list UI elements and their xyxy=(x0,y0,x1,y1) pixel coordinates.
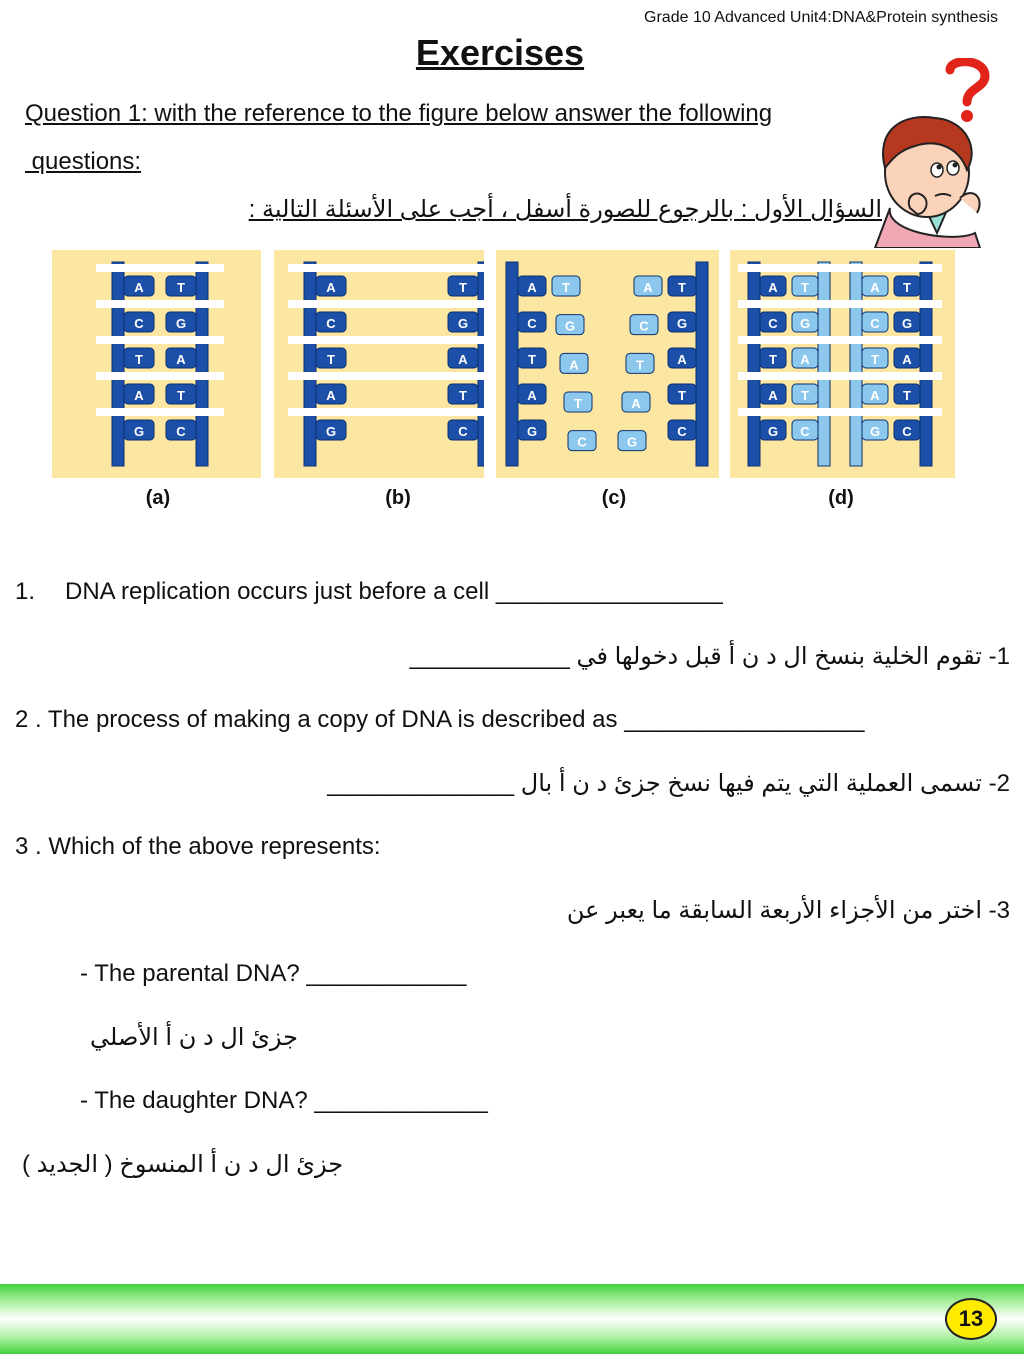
item-1-english: DNA replication occurs just before a cell _________________ xyxy=(65,578,723,605)
panel-b-base-left-1-label: C xyxy=(326,316,336,331)
panel-b-left-strand xyxy=(304,262,316,466)
panel-c-new-left-3-label: T xyxy=(574,396,582,411)
panel-c-old-left-0-label: A xyxy=(527,280,537,295)
course-header: Grade 10 Advanced Unit4:DNA&Protein synthesis xyxy=(644,9,998,26)
panel-b-base-left-4-label: G xyxy=(325,424,337,439)
panel-c-new-left-0-label: T xyxy=(562,280,570,295)
panel-d-mol0-left-strand xyxy=(748,262,760,466)
panel-a-base-left-2-label: T xyxy=(135,352,143,367)
panel-a-base-right-3-label: T xyxy=(177,388,185,403)
panel-d-mol1-base-right-4-label: C xyxy=(902,424,912,439)
panel-b-rung-2 xyxy=(288,336,484,344)
question-1-arabic: السؤال الأول : بالرجوع للصورة أسفل ، أجب على الأسئلة التالية : xyxy=(248,196,882,223)
panel-c-new-left-1-label: G xyxy=(564,318,576,334)
panel-d-mol0-rung-1 xyxy=(738,300,840,308)
panel-d-mol0-base-right-0-label: T xyxy=(801,280,809,295)
panel-c-new-right-3-label: A xyxy=(631,396,641,411)
panel-b-base-left-2-label: T xyxy=(327,352,335,367)
panel-d-mol0-rung-2 xyxy=(738,336,840,344)
dna-panel-c xyxy=(496,250,719,478)
footer-bar xyxy=(0,1284,1024,1354)
page-number-badge: 13 xyxy=(945,1298,997,1340)
panel-d-mol1-left-strand xyxy=(850,262,862,466)
panel-b-base-right-3-label: T xyxy=(459,388,467,403)
question-1-line-1: Question 1: with the reference to the figure below answer the following xyxy=(25,100,773,127)
panel-d-mol0-base-right-4-label: C xyxy=(800,424,810,439)
question-1-line-2: questions: xyxy=(25,148,142,175)
panel-d-mol1-rung-3 xyxy=(840,372,942,380)
panel-c-new-right-2-label: T xyxy=(636,357,644,373)
panel-d-mol1-rung-4 xyxy=(840,408,942,416)
panel-a-base-right-0-label: T xyxy=(177,280,185,295)
panel-d-mol0-base-left-4-label: G xyxy=(767,424,779,439)
panel-c-new-left-4-label: C xyxy=(577,434,587,450)
panel-d-mol0-right-strand xyxy=(818,262,830,466)
panel-label-b: (b) xyxy=(385,487,411,509)
panel-d-mol0-base-right-2-label: A xyxy=(800,352,810,367)
panel-b-base-right-2-label: A xyxy=(458,352,468,367)
panel-a-rung-3 xyxy=(96,372,224,380)
panel-c-old-left-2-label: T xyxy=(528,352,536,367)
panel-d-mol0-rung-0 xyxy=(738,264,840,272)
dna-panel-a xyxy=(52,250,261,478)
item-1-arabic: 1- تقوم الخلية بنسخ ال د ن أ قبل دخولها في ____________ xyxy=(409,643,1010,670)
parental-dna-arabic: جزئ ال د ن أ الأصلي xyxy=(90,1024,298,1051)
panel-c-old-right-0-label: T xyxy=(678,280,686,295)
item-2-english: 2 . The process of making a copy of DNA is described as __________________ xyxy=(15,706,865,733)
panel-b-base-right-0-label: T xyxy=(459,280,467,295)
item-3-arabic: 3- اختر من الأجزاء الأربعة السابقة ما يعبر عن xyxy=(566,897,1010,924)
panel-d-mol1-base-left-4-label: G xyxy=(869,424,881,439)
panel-b-rung-4 xyxy=(288,408,484,416)
page-title: Exercises xyxy=(415,32,585,73)
panel-d-mol1-base-left-1-label: C xyxy=(870,316,880,331)
panel-a-base-left-1-label: C xyxy=(134,316,144,331)
panel-d-mol1-rung-1 xyxy=(840,300,942,308)
panel-d-mol0-rung-4 xyxy=(738,408,840,416)
panel-a-rung-2 xyxy=(96,336,224,344)
panel-d-mol0-base-left-0-label: A xyxy=(768,280,778,295)
panel-a-rung-0 xyxy=(96,264,224,272)
panel-d-mol1-base-right-3-label: T xyxy=(903,388,911,403)
panel-a-base-left-0-label: A xyxy=(134,280,144,295)
panel-b-rung-1 xyxy=(288,300,484,308)
item-1-number: 1. xyxy=(15,578,36,605)
panel-d-mol1-base-right-1-label: G xyxy=(901,316,913,331)
panel-d-mol0-base-right-3-label: T xyxy=(801,388,809,403)
panel-d-mol0-base-left-1-label: C xyxy=(768,316,778,331)
panel-d-mol1-base-left-0-label: A xyxy=(870,280,880,295)
panel-c-old-left-1-label: C xyxy=(527,316,537,331)
panel-d-mol1-base-left-2-label: T xyxy=(871,352,879,367)
daughter-dna-question: - The daughter DNA? _____________ xyxy=(80,1087,488,1114)
panel-a-rung-4 xyxy=(96,408,224,416)
panel-d-mol1-rung-0 xyxy=(840,264,942,272)
panel-label-c: (c) xyxy=(601,487,627,509)
panel-d-mol0-base-left-3-label: A xyxy=(768,388,778,403)
panel-d-mol0-base-left-2-label: T xyxy=(769,352,777,367)
panel-b-base-left-0-label: A xyxy=(326,280,336,295)
panel-a-left-strand xyxy=(112,262,124,466)
panel-d-mol1-rung-2 xyxy=(840,336,942,344)
dna-panel-d xyxy=(730,250,955,478)
item-3-english: 3 . Which of the above represents: xyxy=(15,833,381,860)
panel-a-base-right-1-label: G xyxy=(175,316,187,331)
panel-label-a: (a) xyxy=(145,487,171,509)
panel-c-new-right-1-label: C xyxy=(639,318,649,334)
panel-c-old-right-2-label: A xyxy=(677,352,687,367)
dna-panel-b xyxy=(274,250,484,478)
panel-a-base-right-4-label: C xyxy=(176,424,186,439)
panel-c-old-right-1-label: G xyxy=(676,316,688,331)
item-2-arabic: 2- تسمى العملية التي يتم فيها نسخ جزئ د ن أ بال ______________ xyxy=(327,770,1010,797)
panel-b-right-strand xyxy=(478,262,484,466)
panel-b-rung-3 xyxy=(288,372,484,380)
panel-c-new-right-4-label: G xyxy=(626,434,638,450)
panel-a-rung-1 xyxy=(96,300,224,308)
panel-d-mol1-right-strand xyxy=(920,262,932,466)
panel-b-rung-0 xyxy=(288,264,484,272)
panel-c-old-right-3-label: T xyxy=(678,388,686,403)
panel-a-base-right-2-label: A xyxy=(176,352,186,367)
panel-c-new-left-2-label: A xyxy=(569,357,579,373)
panel-c-old-left-4-label: G xyxy=(526,424,538,439)
panel-a-base-left-3-label: A xyxy=(134,388,144,403)
panel-a-base-left-4-label: G xyxy=(133,424,145,439)
panel-b-base-right-4-label: C xyxy=(458,424,468,439)
panel-b-base-right-1-label: G xyxy=(457,316,469,331)
daughter-dna-arabic: جزئ ال د ن أ المنسوخ ( الجديد ) xyxy=(22,1151,344,1178)
panel-c-old-right-4-label: C xyxy=(677,424,687,439)
panel-c-old-left-3-label: A xyxy=(527,388,537,403)
thinking-person-question-mark-icon xyxy=(855,58,995,248)
panel-b-base-left-3-label: A xyxy=(326,388,336,403)
panel-d-mol1-base-left-3-label: A xyxy=(870,388,880,403)
panel-d-mol1-base-right-2-label: A xyxy=(902,352,912,367)
panel-label-d: (d) xyxy=(828,487,854,509)
panel-d-mol0-base-right-1-label: G xyxy=(799,316,811,331)
panel-a-right-strand xyxy=(196,262,208,466)
panel-c-left-old-strand xyxy=(506,262,518,466)
panel-c-new-right-0-label: A xyxy=(643,280,653,295)
panel-c-right-old-strand xyxy=(696,262,708,466)
parental-dna-question: - The parental DNA? ____________ xyxy=(80,960,467,987)
panel-d-mol0-rung-3 xyxy=(738,372,840,380)
panel-d-mol1-base-right-0-label: T xyxy=(903,280,911,295)
